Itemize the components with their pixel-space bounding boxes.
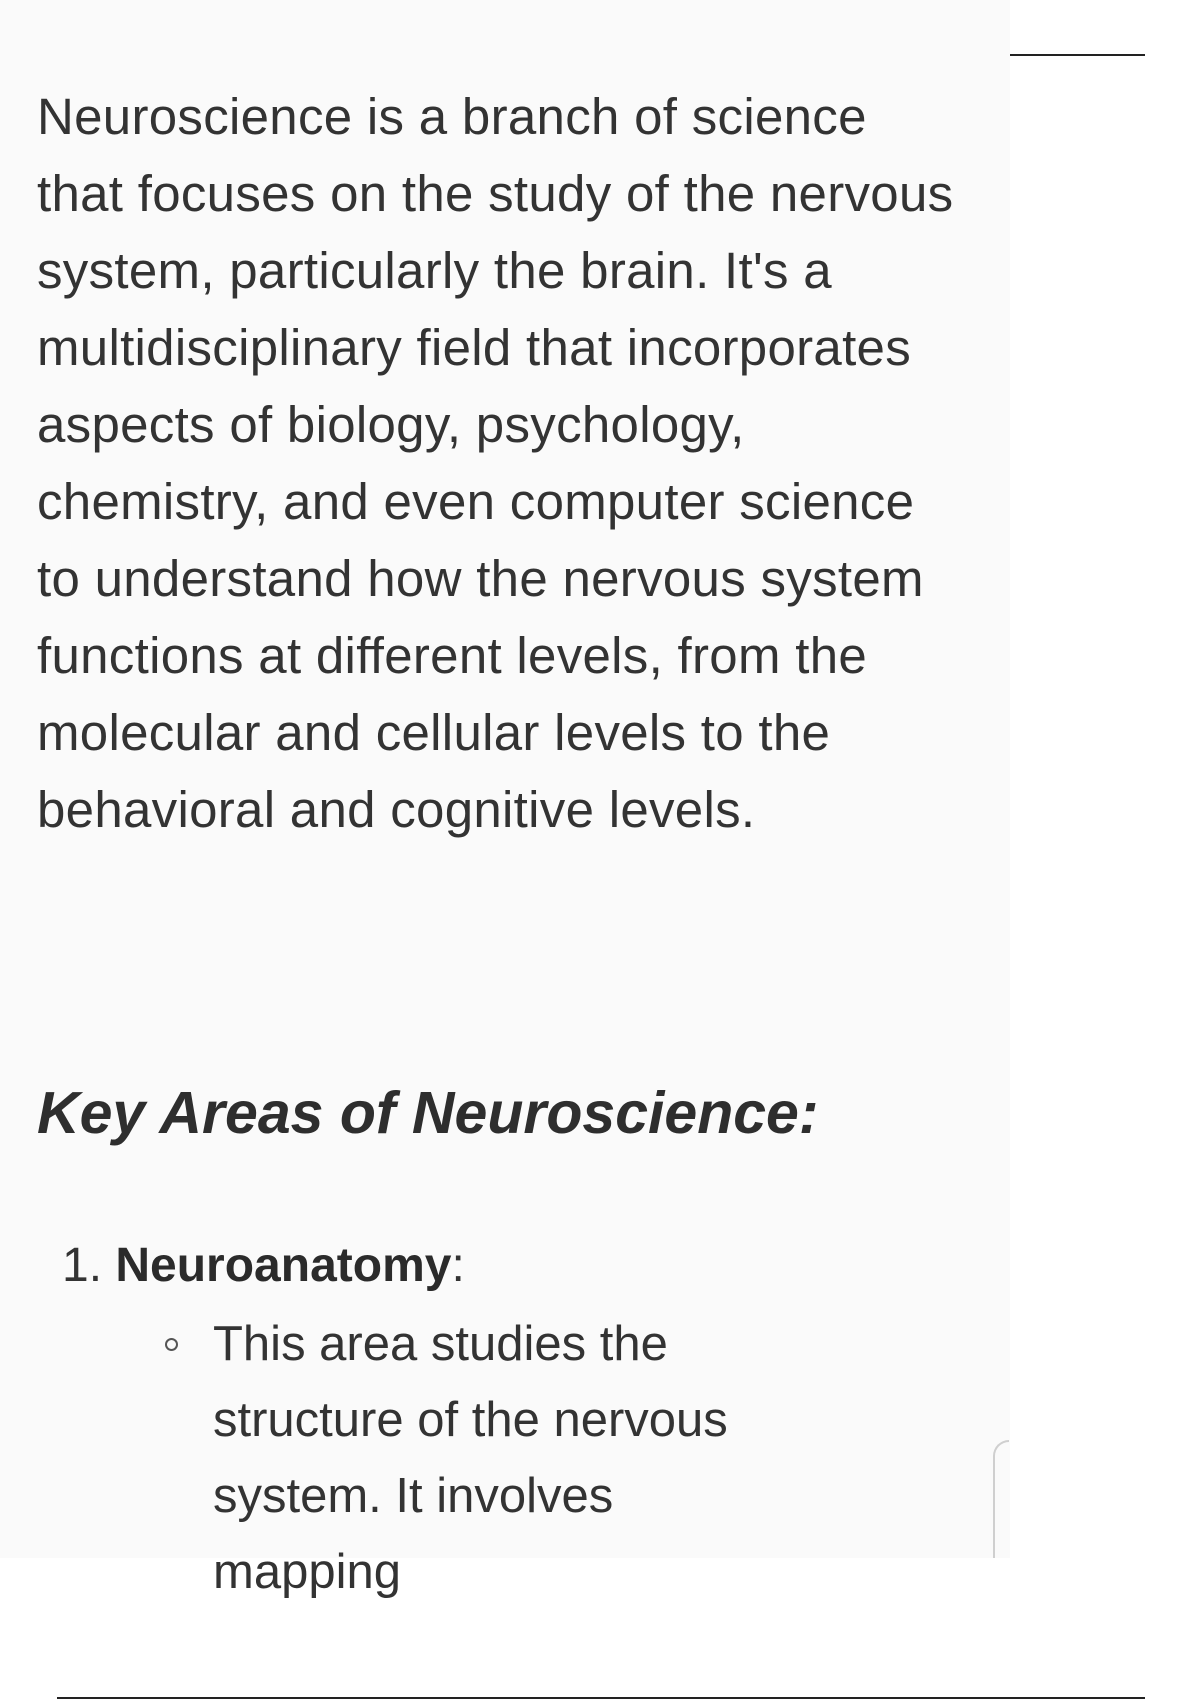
sub-list xyxy=(62,1306,962,1610)
bottom-divider xyxy=(57,1697,1145,1699)
scroll-indicator[interactable] xyxy=(993,1440,1009,1558)
intro-paragraph: Neuroscience is a branch of science that focuses on the study of the nervous system, particularly the brain. It's a multidisciplinary field that incorporates aspects of biology, psychology, chemistry, and even computer science to understand how the nervous system functions at different levels, from the molecular and cellular levels to the behavioral and cognitive levels. xyxy=(37,88,954,838)
list-item xyxy=(62,1228,962,1304)
sub-list-item xyxy=(62,1306,813,1610)
hollow-bullet-icon xyxy=(165,1338,178,1351)
list-item-number: 1. xyxy=(62,1239,103,1292)
section-heading: Key Areas of Neuroscience: xyxy=(37,1080,819,1146)
key-areas-list xyxy=(62,1228,962,1610)
list-item-term: Neuroanatomy xyxy=(115,1239,452,1292)
top-divider xyxy=(1010,54,1145,56)
list-item-colon: : xyxy=(451,1239,465,1292)
sub-list-item-text: This area studies the structure of the nervous system. It involves mapping xyxy=(213,1317,728,1599)
